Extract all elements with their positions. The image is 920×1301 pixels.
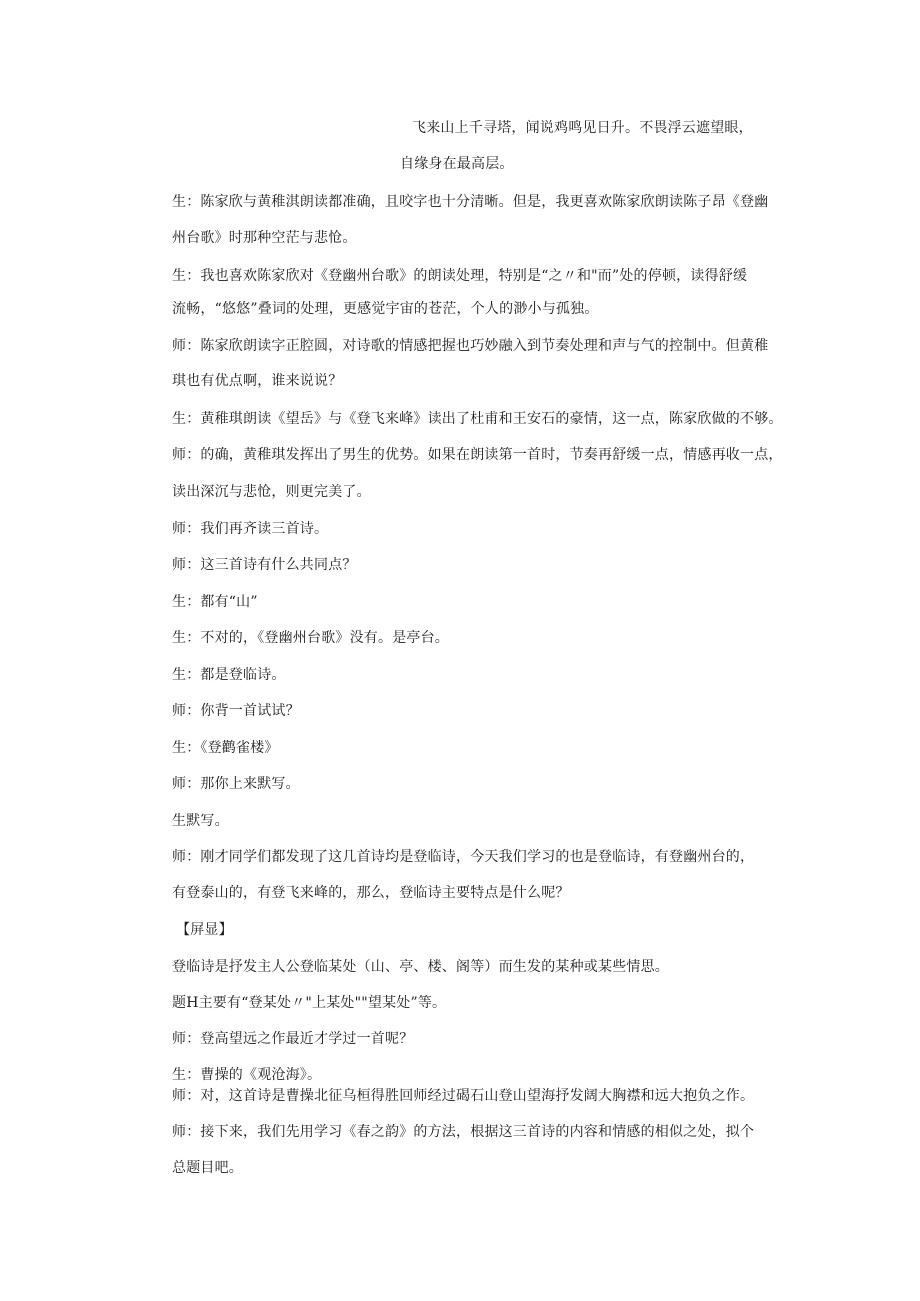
paragraph-line: 生默写。 bbox=[172, 813, 229, 829]
paragraph-line: 登临诗是抒发主人公登临某处（山、亭、楼、阁等）而生发的某种或某些情思。 bbox=[172, 959, 669, 975]
paragraph-line: 州台歌》时那种空茫与悲怆。 bbox=[172, 230, 357, 246]
poem-line: 飞来山上千寻塔，闻说鸡鸣见日升。不畏浮云遮望眼， bbox=[412, 120, 753, 136]
paragraph-line: 题H主要有“登某处〃"上某处""望某处”等。 bbox=[172, 995, 447, 1011]
paragraph-line: 师：这三首诗有什么共同点？ bbox=[172, 557, 357, 573]
paragraph-line: 师：你背一首试试？ bbox=[172, 703, 300, 719]
paragraph-line: 师：我们再齐读三首诗。 bbox=[172, 521, 329, 537]
paragraph-line: 师：的确，黄稚琪发挥出了男生的优势。如果在朗读第一首时，节奏再舒缓一点，情感再收一点， bbox=[172, 447, 783, 463]
poem-line: 自缘身在最高层。 bbox=[400, 156, 514, 172]
paragraph-line: 读出深沉与悲怆，则更完美了。 bbox=[172, 484, 371, 500]
paragraph-line: 师：陈家欣朗读字正腔圆，对诗歌的情感把握也巧妙融入到节奏处理和声与气的控制中。但黄稚 bbox=[172, 338, 769, 354]
paragraph-line: 生：《登鹳雀楼》 bbox=[172, 740, 279, 756]
paragraph-line: 师：那你上来默写。 bbox=[172, 776, 300, 792]
paragraph-line: 琪也有优点啊，谁来说说？ bbox=[172, 373, 343, 389]
paragraph-line: 生：都是登临诗。 bbox=[172, 667, 286, 683]
paragraph-line: 师：接下来，我们先用学习《春之韵》的方法，根据这三首诗的内容和情感的相似之处，拟个 bbox=[172, 1124, 755, 1140]
section-label: 【屏显】 bbox=[176, 922, 233, 938]
paragraph-line: 生：都有“山” bbox=[172, 594, 258, 610]
paragraph-line: 生：曹操的《观沧海》。 bbox=[172, 1067, 322, 1083]
paragraph-line: 有登泰山的，有登飞来峰的，那么，登临诗主要特点是什么呢？ bbox=[172, 885, 570, 901]
paragraph-line: 师：登高望远之作最近才学过一首呢？ bbox=[172, 1031, 414, 1047]
paragraph-line: 生：黄稚琪朗读《望岳》与《登飞来峰》读出了杜甫和王安石的豪情，这一点，陈家欣做的不够。 bbox=[172, 411, 783, 427]
paragraph-line: 生：我也喜欢陈家欣对《登幽州台歌》的朗读处理，特别是“之〃和"而”处的停顿，读得舒缓 bbox=[172, 268, 748, 284]
paragraph-line: 总题目吧。 bbox=[172, 1160, 243, 1176]
paragraph-line: 师：对，这首诗是曹操北征乌桓得胜回师经过碣石山登山望海抒发阔大胸襟和远大抱负之作。 bbox=[172, 1088, 755, 1104]
paragraph-line: 师：刚才同学们都发现了这几首诗均是登临诗，今天我们学习的也是登临诗，有登幽州台的， bbox=[172, 849, 755, 865]
paragraph-line: 生：陈家欣与黄稚淇朗读都准确，且咬字也十分清晰。但是，我更喜欢陈家欣朗读陈子昂《登幽 bbox=[172, 194, 769, 210]
paragraph-line: 流畅，“悠悠”叠词的处理，更感觉宇宙的苍茫，个人的渺小与孤独。 bbox=[172, 301, 599, 317]
paragraph-line: 生：不对的，《登幽州台歌》没有。是亭台。 bbox=[172, 630, 449, 646]
